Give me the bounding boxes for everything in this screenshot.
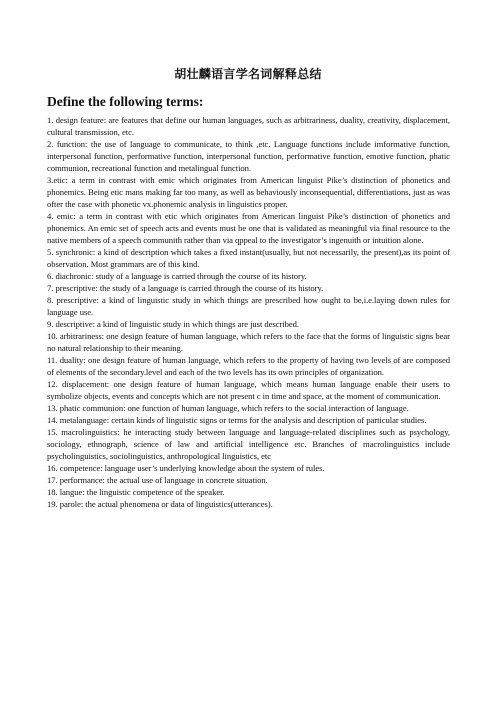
term-entry-14: 14. metalanguage: certain kinds of linguistic signs or terms for the analysis and description of particular studies.: [47, 415, 427, 425]
term-entry-11: 11. duality: one design feature of human language, which refers to the property of having two levels of are composed of elements of the secondary.level and each of the two levels has its own principles of organization.: [47, 355, 450, 377]
term-entry-19: 19. parole: the actual phenomena or data of linguistics(utterances).: [47, 499, 273, 509]
term-entry-18: 18. langue: the linguistic competence of the speaker.: [47, 487, 225, 497]
term-list: [47, 114, 450, 510]
term-entry-16: 16. competence: language user’s underlying knowledge about the system of rules.: [47, 463, 325, 473]
term-entry-3: 3.etic: a term in contrast with emic which originates from American linguist Pike’s distinction of phonetics and phonemics. Being etic mans making far too many, as well as behaviously inconsequential, differentiations, just as was ofter the case with phonetic vx.phonemic analysis in linguistics proper.: [47, 175, 450, 209]
term-entry-6: 6. diachronic: study of a language is carried through the course of its history.: [47, 271, 307, 281]
section-heading: Define the following terms:: [47, 94, 204, 109]
term-entry-8: 8. prescriptive: a kind of linguistic study in which things are prescribed how ought to be,i.e.laying down rules for language use.: [47, 295, 450, 317]
term-entry-17: 17. performance: the actual use of language in concrete situation.: [47, 475, 268, 485]
term-entry-5: 5. synchronic: a kind of description which takes a fixed instant(usually, but not necessarily, the present),as its point of observation. Most grammars are of this kind.: [47, 247, 450, 269]
term-entry-7: 7. prescriptive: the study of a language is carried through the course of its history.: [47, 283, 324, 293]
term-entry-13: 13. phatic communion: one function of human language, which refers to the social interaction of language.: [47, 403, 409, 413]
term-entry-10: 10. arbitrariness: one design feature of human language, which refers to the face that the forms of linguistic signs bear no natural relationship to their meaning.: [47, 331, 450, 353]
term-entry-2: 2. function: the use of language to communicate, to think ,etc. Language functions include imformative function, interpersonal function, performative function, interpersonal function, performative function, emotive function, phatic communion, recreational function and metalingual function.: [47, 139, 450, 173]
term-entry-9: 9. descriptive: a kind of linguistic study in which things are just described.: [47, 319, 299, 329]
term-entry-12: 12. displacement: one design feature of human language, which means human language enable their users to symbolize objects, events and concepts which are not present c in time and space, at the moment of communication.: [47, 379, 450, 401]
term-entry-15: 15. macrolinguistics: he interacting study between language and language-related disciplines such as psychology, sociology, ethnograph, science of law and artificial intelligence etc. Branches of macrolinguistics include psycholinguistics, sociolinguistics, anthropological linguistics, etc: [47, 427, 450, 461]
term-entry-4: 4. emic: a term in contrast with etic which originates from American linguist Pike’s distinction of phonetics and phonemics. An emic set of speech acts and events must be one that is validated as meaningful via final resource to the native members of a speech communith rather than via qppeal to the investigator’s ingenuith or intuition alone.: [47, 211, 450, 245]
term-entry-1: 1. design feature: are features that define our human languages, such as arbitrariness, duality, creativity, displacement, cultural transmission, etc.: [47, 115, 450, 137]
document-title: 胡壮麟语言学名词解释总结: [174, 67, 322, 81]
